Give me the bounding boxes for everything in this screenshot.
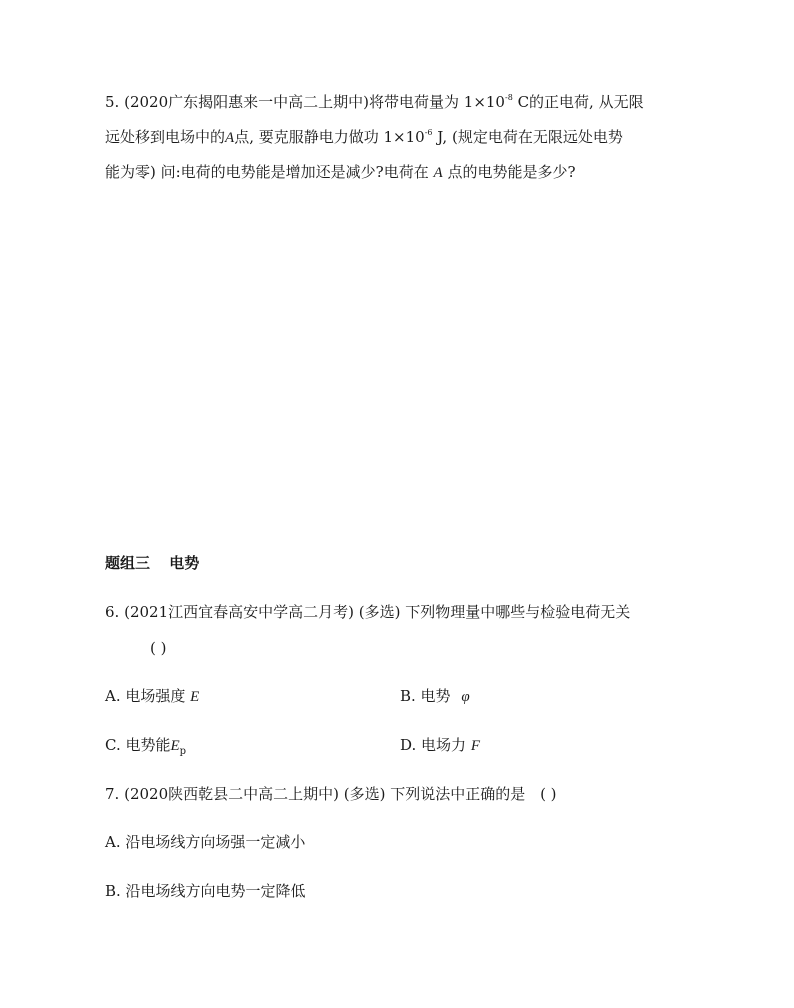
option-label: C. 电势能	[105, 736, 171, 754]
question-text: 将带电荷量为	[368, 93, 459, 111]
point-a-symbol: A	[225, 130, 235, 146]
option-symbol: φ	[461, 689, 470, 705]
question-text: 下列说法中正确的是	[390, 785, 526, 803]
section-heading	[105, 553, 199, 573]
option-a	[105, 686, 199, 707]
question-text: 点, 要克服静电力做功	[234, 128, 379, 146]
charge-coefficient: 1×10	[463, 93, 505, 111]
option-b: B. 沿电场线方向电势一定降低	[105, 882, 306, 900]
charge-unit: C	[517, 93, 530, 111]
option-a: A. 沿电场线方向场强一定减小	[105, 833, 306, 851]
question-text: 下列物理量中哪些与检验电荷无关	[405, 603, 631, 621]
question-tag: (多选)	[358, 603, 401, 621]
section-topic: 电势	[169, 554, 200, 572]
question-text: 远处移到电场中的	[105, 128, 226, 146]
option-label: A. 电场强度	[105, 687, 186, 705]
question-tag: (多选)	[343, 785, 386, 803]
question-7-stem	[105, 784, 557, 804]
question-5-line-3	[105, 162, 576, 183]
question-text: 能为零) 问:电荷的电势能是增加还是减少?电荷在	[105, 163, 429, 181]
question-text: 点的电势能是多少?	[447, 163, 576, 181]
answer-blank: ( )	[150, 639, 167, 657]
option-c	[105, 735, 186, 756]
question-number: 6.	[105, 603, 120, 621]
question-source: (2020陕西乾县二中高二上期中)	[124, 785, 339, 803]
question-source: (2021江西宜春高安中学高二月考)	[124, 603, 354, 621]
question-5-line-2	[105, 127, 623, 148]
work-exponent: -6	[424, 128, 433, 137]
question-number: 5.	[105, 93, 120, 111]
option-subscript: p	[179, 746, 187, 757]
option-symbol: F	[470, 738, 480, 754]
question-6-stem	[105, 602, 630, 622]
work-coefficient: 1×10	[383, 128, 425, 146]
question-source: (2020广东揭阳惠来一中高二上期中)	[124, 93, 369, 111]
option-b	[400, 686, 470, 707]
option-symbol: E	[190, 689, 200, 705]
charge-exponent: -8	[504, 93, 513, 102]
question-5-line-1	[105, 92, 644, 112]
question-text: (规定电荷在无限远处电势	[451, 128, 623, 146]
question-number: 7.	[105, 785, 120, 803]
work-unit: J,	[437, 128, 448, 146]
answer-blank: ( )	[540, 785, 557, 803]
option-d	[400, 735, 480, 756]
option-label: B. 电势	[400, 687, 451, 705]
point-a-symbol: A	[433, 165, 443, 181]
section-title: 题组三	[105, 554, 151, 572]
option-symbol: E	[170, 738, 180, 754]
option-label: D. 电场力	[400, 736, 467, 754]
question-text: 的正电荷, 从无限	[529, 93, 644, 111]
